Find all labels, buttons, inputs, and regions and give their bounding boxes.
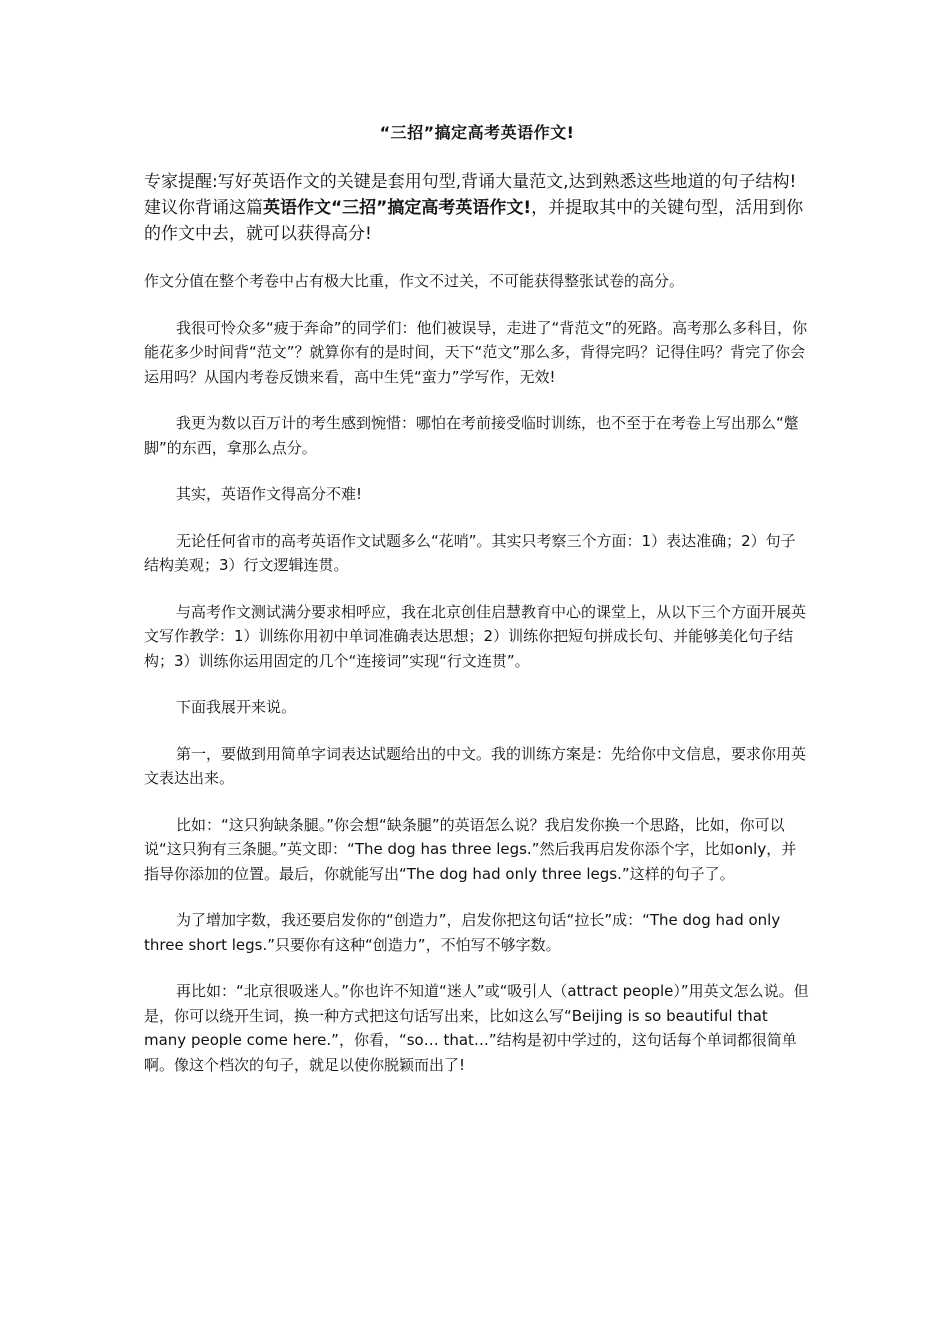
paragraph: 为了增加字数，我还要启发你的“创造力”，启发你把这句话“拉长”成：“The dog had only three short legs.”只要你有这种“创造力”，不怕写不够字数。 (144, 911, 781, 954)
paragraph: 我很可怜众多“疲于奔命”的同学们：他们被误导，走进了“背范文”的死路。高考那么多科目，你能花多少时间背“范文”？就算你有的是时间，天下“范文”那么多，背得完吗？记得住吗？背完了你会运用吗？从国内考卷反馈来看，高中生凭“蛮力”学写作，无效! (144, 318, 808, 386)
document-title: “三招”搞定高考英语作文! (379, 123, 575, 142)
expert-tip-bold: 英语作文“三招”搞定高考英语作文! (263, 198, 532, 218)
expert-tip-text: 专家提醒:写好英语作文的关键是套用句型,背诵大量范文,达到熟悉这些地道的句子结构!建议你背诵这篇 (144, 172, 797, 218)
expert-tip (144, 169, 810, 247)
paragraph: 作文分值在整个考卷中占有极大比重，作文不过关，不可能获得整张试卷的高分。 (144, 272, 685, 290)
expert-tip-text-end: ，并提取其中的关键句型，活用到你的作文中去，就可以获得高分! (144, 198, 804, 244)
paragraph: 第一，要做到用简单字词表达试题给出的中文。我的训练方案是：先给你中文信息，要求你用英文表达出来。 (144, 744, 807, 787)
document-body (144, 120, 810, 1099)
paragraph: 下面我展开来说。 (176, 698, 297, 716)
paragraph: 比如：“这只狗缺条腿。”你会想“缺条腿”的英语怎么说？我启发你换一个思路，比如，你可以说“这只狗有三条腿。”英文即：“The dog has three legs.”然后我再启发你添个字，比如only，并指导你添加的位置。最后，你就能写出“The dog had only three legs.”这样的句子了。 (144, 815, 797, 883)
paragraph: 我更为数以百万计的考生感到惋惜：哪怕在考前接受临时训练，也不至于在考卷上写出那么“蹩脚”的东西，拿那么点分。 (144, 414, 799, 457)
paragraph: 再比如：“北京很吸迷人。”你也许不知道“迷人”或“吸引人（attract people）”用英文怎么说。但是，你可以绕开生词，换一种方式把这句话写出来，比如这么写“Beijing is so beautiful that many people come here.”，你看，“so… that…”结构是初中学过的，这句话每个单词都很简单啊。像这个档次的句子，就足以使你脱颖而出了! (144, 982, 809, 1074)
paragraph: 其实，英语作文得高分不难! (176, 485, 363, 503)
paragraph: 与高考作文测试满分要求相呼应，我在北京创佳启慧教育中心的课堂上，从以下三个方面开展英文写作教学：1）训练你用初中单词准确表达思想；2）训练你把短句拼成长句、并能够美化句子结构；3）训练你运用固定的几个“连接词”实现“行文连贯”。 (144, 602, 807, 670)
paragraph: 无论任何省市的高考英语作文试题多么“花哨”。其实只考察三个方面：1）表达准确；2）句子结构美观；3）行文逻辑连贯。 (144, 531, 796, 574)
